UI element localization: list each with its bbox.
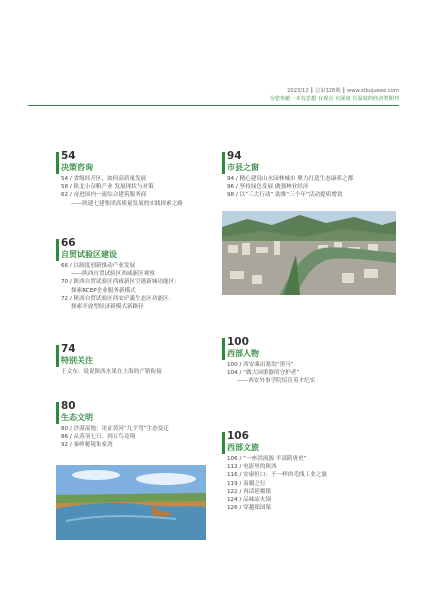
article-entry: 探索RCEP企业服务新模式 [71,287,136,294]
article-entry: 122 / 再话延榴镇 [227,488,272,495]
article-entry: ——陕西自贸试验区西咸新区观察 [71,271,155,278]
section-80 [56,401,169,450]
section-number: 74 [61,343,76,355]
section-94 [222,151,353,200]
section-106 [222,431,327,512]
article-entry: 58 / 陕北小杂粮产业 发展现状与对策 [61,184,154,191]
article-entry: 98 / 以“三大行动” 助推“三个年”活动提质增效 [227,192,343,199]
article-entry: 116 / 安康恒口：不一样的毛线工业之旅 [227,472,328,479]
section-title: 生态文明 [61,413,93,422]
article-entry: 124 / 品味凉火锅 [227,497,272,504]
item-list [227,361,315,386]
section-marker [222,432,225,454]
section-title: 特别关注 [61,356,93,365]
section-number: 94 [227,150,242,162]
item-list [227,455,327,512]
section-title: 自贸试验区建设 [61,250,117,259]
section-marker [56,152,59,174]
section-marker [56,402,59,424]
section-marker [56,239,59,261]
item-list [61,175,183,208]
section-title: 决策咨询 [61,163,93,172]
section-title: 西部文旅 [227,443,259,452]
section-number: 54 [61,150,76,162]
item-list [61,262,180,311]
header-rule [28,105,399,106]
section-number: 66 [61,237,76,249]
item-list [227,175,353,200]
section-marker [56,345,59,367]
lake-landscape-photo [56,465,206,540]
article-entry: 86 / 从蒸羽七只，到万鸟竟翔 [61,434,136,441]
article-entry: 106 / “一座洪流源 半部隋唐史” [227,456,307,462]
article-entry: 72 / 陕西自贸试验区西安浐灞生态区功能区： [61,295,175,302]
article-entry: 94 / 精心建设山水园林城市 聚力打造生态康养之都 [227,176,354,182]
article-entry: 112 / 电影里的陕西 [227,464,277,471]
section-74 [56,344,162,376]
article-entry: 80 / 沙漠湿地：见证黄河“几字弯”生态变迁 [61,426,169,432]
article-entry: 探索开放型经济新模式新路径 [71,304,144,311]
section-number: 100 [227,336,249,348]
section-number: 106 [227,430,249,442]
article-entry: 62 / 奋进国内一流综合建筑服务商 [61,192,147,199]
article-entry: ——西安外事学院培育英才纪实 [237,378,316,385]
article-entry: 126 / 穿越郑国渠 [227,505,272,512]
article-entry: 100 / 西安乘出塞翁“黑马” [227,362,294,368]
section-marker [222,338,225,360]
article-entry: ——陕建七建集团高质量发展的实践探索之路 [71,200,183,207]
article-entry: 92 / 秦岭秘境朱家湾 [61,442,113,449]
article-entry: 104 / “做大园重器的守护者” [227,370,300,377]
header-tagline: 为您奉献一本有思想 有观点 有深度 有温度的经济类期刊 [269,96,399,102]
section-54 [56,151,183,208]
article-entry: 66 / 以制度创新推动产业发展 [61,263,136,269]
item-list [61,425,169,450]
article-entry: 70 / 陕西自贸试验区西咸新区空港新城功能区： [61,279,180,286]
section-100 [222,337,315,386]
article-entry: 119 / 南疆之行 [227,480,266,487]
section-number: 80 [61,400,76,412]
section-marker [222,152,225,174]
item-list [61,368,162,376]
article-entry: 54 / 省级经开区，如何高质量发展 [61,176,147,182]
city-aerial-photo [222,211,396,295]
article-entry: 96 / 坚持绿色发展 做强林业经济 [227,184,309,191]
header-meta: 2023/12 ┃ 总第328期 ┃ www.xibujueee.com [287,88,399,94]
section-title: 西部人物 [227,349,259,358]
section-title: 市县之窗 [227,163,259,172]
article-entry: 王文东：说说陕西水果在上海的产销衔接 [61,369,162,375]
section-66 [56,238,180,311]
